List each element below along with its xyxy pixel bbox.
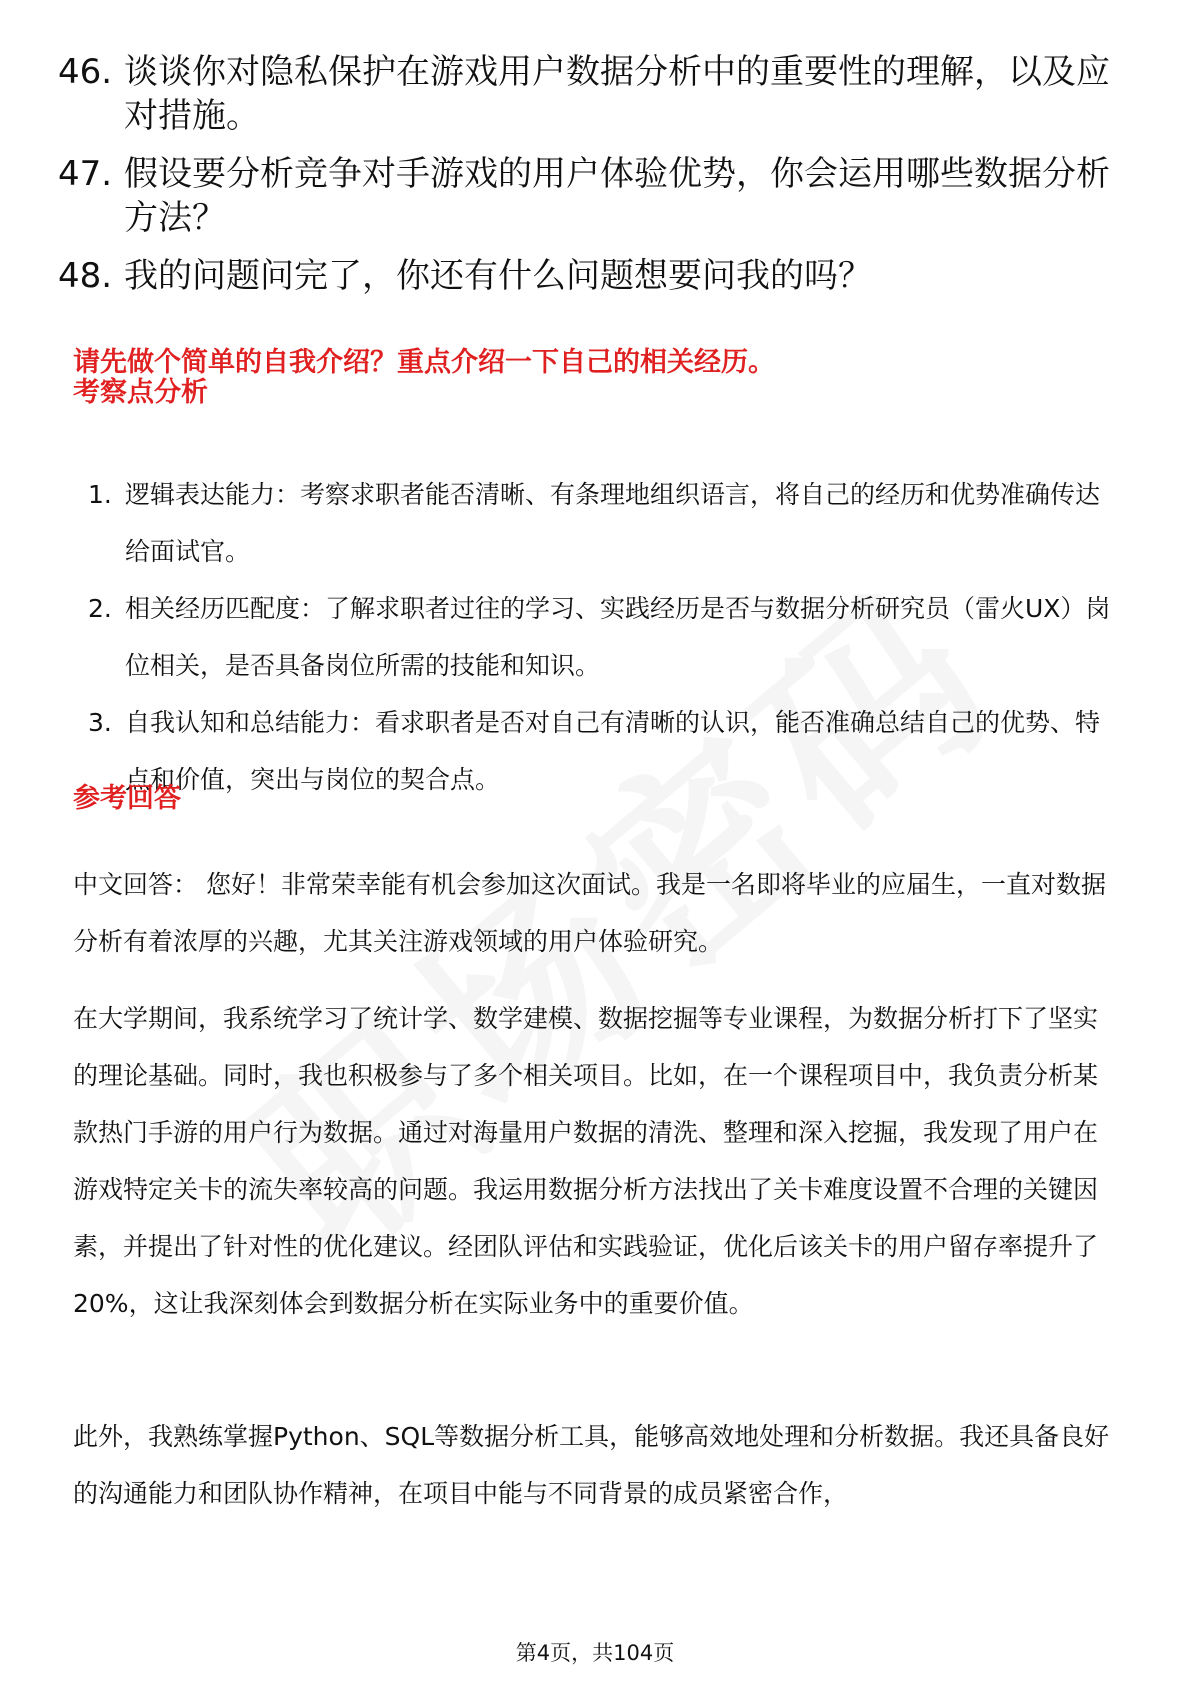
answer-heading: 参考回答: [73, 783, 181, 814]
point-number: 1.: [88, 480, 112, 509]
point-text: 逻辑表达能力：考察求职者能否清晰、有条理地组织语言，将自己的经历和优势准确传达给面试官。: [125, 480, 1101, 566]
page-number-footer: 第4页，共104页: [515, 1641, 675, 1665]
answer-paragraph: 此外，我熟练掌握Python、SQL等数据分析工具，能够高效地处理和分析数据。我还具备良好的沟通能力和团队协作精神，在项目中能与不同背景的成员紧密合作，: [73, 1422, 1110, 1508]
point-number: 3.: [88, 708, 112, 737]
current-question-title: 请先做个简单的自我介绍？重点介绍一下自己的相关经历。: [73, 347, 775, 378]
point-text: 自我认知和总结能力：看求职者是否对自己有清晰的认识，能否准确总结自己的优势、特点和价值，突出与岗位的契合点。: [125, 708, 1101, 794]
question-item: [58, 50, 1118, 138]
answer-paragraph: 中文回答： 您好！非常荣幸能有机会参加这次面试。我是一名即将毕业的应届生，一直对数据分析有着浓厚的兴趣，尤其关注游戏领域的用户体验研究。: [73, 870, 1106, 956]
analysis-point: [88, 466, 1120, 580]
analysis-heading: 考察点分析: [73, 377, 208, 408]
question-number: 47.: [58, 154, 113, 194]
question-number: 48.: [58, 256, 113, 296]
analysis-point: [88, 694, 1120, 808]
question-item: [58, 254, 1118, 298]
point-number: 2.: [88, 594, 112, 623]
answer-paragraph: 在大学期间，我系统学习了统计学、数学建模、数据挖掘等专业课程，为数据分析打下了坚实的理论基础。同时，我也积极参与了多个相关项目。比如，在一个课程项目中，我负责分析某款热门手游的用户行为数据。通过对海量用户数据的清洗、整理和深入挖掘，我发现了用户在游戏特定关卡的流失率较高的问题。我运用数据分析方法找出了关卡难度设置不合理的关键因素，并提出了针对性的优化建议。经团队评估和实践验证，优化后该关卡的用户留存率提升了20%，这让我深刻体会到数据分析在实际业务中的重要价值。: [73, 1004, 1099, 1318]
question-list: [58, 50, 1118, 312]
question-item: [58, 152, 1118, 240]
analysis-point: [88, 580, 1120, 694]
analysis-point-list: [88, 466, 1120, 808]
question-text: 我的问题问完了，你还有什么问题想要问我的吗？: [124, 256, 872, 296]
question-text: 谈谈你对隐私保护在游戏用户数据分析中的重要性的理解，以及应对措施。: [124, 52, 1110, 136]
question-text: 假设要分析竞争对手游戏的用户体验优势，你会运用哪些数据分析方法？: [124, 154, 1110, 238]
point-text: 相关经历匹配度：了解求职者过往的学习、实践经历是否与数据分析研究员（雷火UX）岗位相关，是否具备岗位所需的技能和知识。: [125, 594, 1111, 680]
question-number: 46.: [58, 52, 113, 92]
